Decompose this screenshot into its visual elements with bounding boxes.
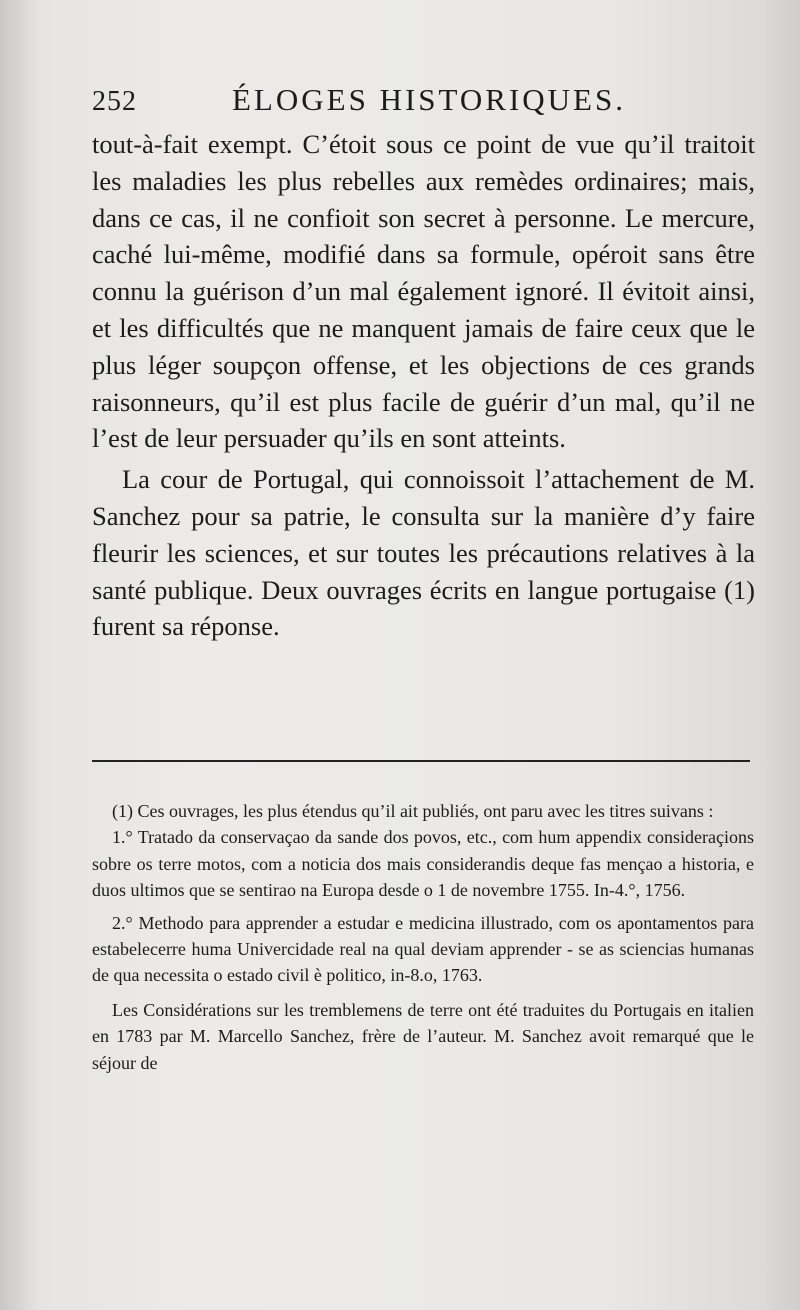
page-number: 252 [92,86,137,117]
footnote-item: 1.° Tratado da conservaçao da sande dos povos, etc., com hum appendix consideraçions sobre os terre motos, com a noticia dos mais considerandis deque fas mençao a historia, e duos ultimos que se sentirao na Europa desde o 1 de novembre 1755. In-4.°, 1756. [92,827,754,901]
paragraph: La cour de Portugal, qui connoissoit l’attachement de M. Sanchez pour sa patrie, le consulta sur la manière d’y faire fleurir les sciences, et sur toutes les précautions relatives à la santé publique. Deux ouvrages écrits en langue portugaise (1) furent sa réponse. [92,464,755,642]
footnotes [92,798,754,1076]
footnote-item: 2.° Methodo para apprender a estudar e medicina illustrado, com os apontamentos para estabelecerre huma Univercidade real na qual deviam apprender - se as sciencias humanas de qua necessita o estado civil è politico, in-8.o, 1763. [92,912,754,986]
running-title: ÉLOGES HISTORIQUES. [232,82,626,117]
paragraph: tout-à-fait exempt. C’étoit sous ce point de vue qu’il traitoit les maladies les plus rebelles aux remèdes ordinaires; mais, dans ce cas, il ne confioit son secret à personne. Le mercure, caché lui-même, modifié dans sa formule, opéroit sans être connu la guérison d’un mal également ignoré. Il évitoit ainsi, et les difficultés que ne manquent jamais de faire ceux que le plus léger soupçon offense, et les objections de ces grands raisonneurs, qu’il est plus facile de guérir d’un mal, qu’il ne l’est de leur persuader qu’ils en sont atteints. [92,129,755,454]
footnote-intro: (1) Ces ouvrages, les plus étendus qu’il ait publiés, ont paru avec les titres suivans : [112,801,714,821]
main-text [92,126,755,645]
footnote-divider [92,760,750,762]
page-header [92,82,747,124]
footnote-closing: Les Considérations sur les tremblemens de terre ont été traduites du Portugais en italien en 1783 par M. Marcello Sanchez, frère de l’auteur. M. Sanchez avoit remarqué que le séjour de [92,999,754,1073]
